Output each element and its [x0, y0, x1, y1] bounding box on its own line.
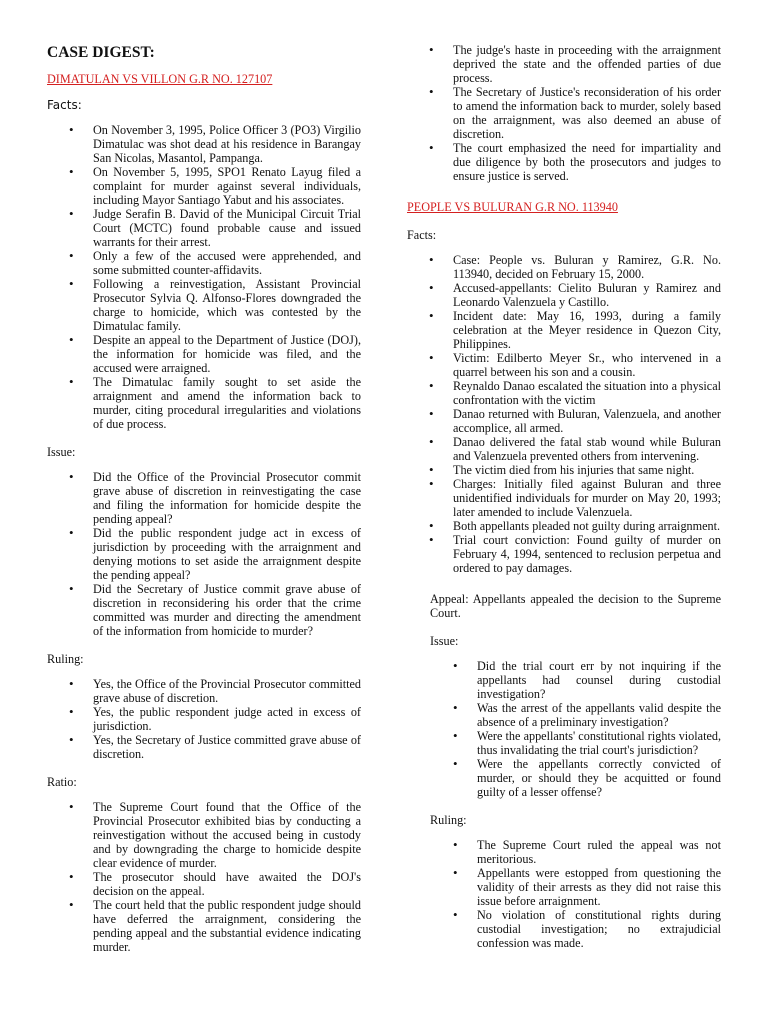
list-item: • Appellants were estopped from questioning the validity of their arrests as they did not raise this issue before arraignment.	[477, 866, 721, 908]
list-item: • Did the Secretary of Justice commit grave abuse of discretion in reconsidering his order that the crime committed was murder and directing the amendment of the information from homicide to murder?	[93, 582, 361, 638]
list-item: • Yes, the Secretary of Justice committed grave abuse of discretion.	[93, 733, 361, 761]
case2-issue-list	[407, 659, 721, 799]
page-heading: CASE DIGEST:	[47, 44, 155, 61]
case1-ratio-list-continued	[407, 43, 721, 183]
list-item: • Incident date: May 16, 1993, during a family celebration at the Meyer residence in Quezon City, Philippines.	[453, 309, 721, 351]
case1-ratio-list	[47, 800, 361, 954]
list-item: • Judge Serafin B. David of the Municipal Circuit Trial Court (MCTC) found probable cause and issued warrants for their arrest.	[93, 207, 361, 249]
list-item: • Did the public respondent judge act in excess of jurisdiction by proceeding with the arraignment and denying motions to set aside the arraignment despite the pending appeal?	[93, 526, 361, 582]
list-item: • No violation of constitutional rights during custodial investigation; no extrajudicial confession was made.	[477, 908, 721, 950]
list-item: • Did the Office of the Provincial Prosecutor commit grave abuse of discretion in reinvestigating the case and filing the information for homicide despite the pending appeal?	[93, 470, 361, 526]
case1-issue-label: Issue:	[47, 445, 76, 459]
list-item: • The Supreme Court ruled the appeal was not meritorious.	[477, 838, 721, 866]
list-item: • Reynaldo Danao escalated the situation into a physical confrontation with the victim	[453, 379, 721, 407]
list-item: • The Secretary of Justice's reconsideration of his order to amend the information back to murder, solely based on the arraignment, was also deemed an abuse of discretion.	[453, 85, 721, 141]
list-item: • Was the arrest of the appellants valid despite the absence of a preliminary investigation?	[477, 701, 721, 729]
case2-facts-label: Facts:	[407, 228, 437, 242]
case1-ratio-label: Ratio:	[47, 775, 77, 789]
case2-ruling-label: Ruling:	[430, 813, 467, 827]
list-item: • The court held that the public respondent judge should have deferred the arraignment, considering the pending appeal and the substantial evidence indicating murder.	[93, 898, 361, 954]
case2-issue-label: Issue:	[430, 634, 459, 648]
list-item: • Trial court conviction: Found guilty of murder on February 4, 1994, sentenced to reclusion perpetua and ordered to pay damages.	[453, 533, 721, 575]
case2-ruling-list	[407, 838, 721, 950]
case1-facts-list	[47, 123, 361, 431]
case1-facts-label: Facts:	[47, 98, 82, 112]
list-item: • The Supreme Court found that the Office of the Provincial Prosecutor exhibited bias by conducting a reinvestigation without the accused being in custody and by downgrading the charge to homicide despite clear evidence of murder.	[93, 800, 361, 870]
list-item: • Following a reinvestigation, Assistant Provincial Prosecutor Sylvia Q. Alfonso-Flores downgraded the charge to homicide, which was contested by the Dimatulac family.	[93, 277, 361, 333]
list-item: • Only a few of the accused were apprehended, and some submitted counter-affidavits.	[93, 249, 361, 277]
right-column	[407, 0, 721, 950]
case1-ruling-label: Ruling:	[47, 652, 84, 666]
list-item: • The judge's haste in proceeding with the arraignment deprived the state and the offended parties of due process.	[453, 43, 721, 85]
list-item: • On November 5, 1995, SPO1 Renato Layug filed a complaint for murder against several individuals, including Mayor Santiago Yabut and his associates.	[93, 165, 361, 207]
case1-ruling-list	[47, 677, 361, 761]
case2-facts-list	[407, 253, 721, 575]
case2-appeal: Appeal: Appellants appealed the decision to the Supreme Court.	[430, 592, 721, 620]
list-item: • Danao returned with Buluran, Valenzuela, and another accomplice, all armed.	[453, 407, 721, 435]
list-item: • Danao delivered the fatal stab wound while Buluran and Valenzuela prevented others from intervening.	[453, 435, 721, 463]
list-item: • Case: People vs. Buluran y Ramirez, G.R. No. 113940, decided on February 15, 2000.	[453, 253, 721, 281]
list-item: • The victim died from his injuries that same night.	[453, 463, 721, 477]
list-item: • Despite an appeal to the Department of Justice (DOJ), the information for homicide was filed, and the accused were arraigned.	[93, 333, 361, 375]
list-item: • Charges: Initially filed against Buluran and three unidentified individuals for murder on May 20, 1993; later amended to include Valenzuela.	[453, 477, 721, 519]
list-item: • The prosecutor should have awaited the DOJ's decision on the appeal.	[93, 870, 361, 898]
list-item: • The court emphasized the need for impartiality and due diligence by both the prosecutors and judges to ensure justice is served.	[453, 141, 721, 183]
list-item: • Were the appellants correctly convicted of murder, or should they be acquitted or found guilty of a lesser offense?	[477, 757, 721, 799]
list-item: • Did the trial court err by not inquiring if the appellants had counsel during custodial investigation?	[477, 659, 721, 701]
list-item: • Both appellants pleaded not guilty during arraignment.	[453, 519, 721, 533]
list-item: • On November 3, 1995, Police Officer 3 (PO3) Virgilio Dimatulac was shot dead at his residence in Barangay San Nicolas, Masantol, Pampanga.	[93, 123, 361, 165]
case2-title: PEOPLE VS BULURAN G.R NO. 113940	[407, 200, 618, 214]
list-item: • Yes, the public respondent judge acted in excess of jurisdiction.	[93, 705, 361, 733]
case1-issue-list	[47, 470, 361, 638]
case1-title: DIMATULAN VS VILLON G.R NO. 127107	[47, 72, 273, 86]
left-column	[47, 0, 361, 954]
list-item: • Yes, the Office of the Provincial Prosecutor committed grave abuse of discretion.	[93, 677, 361, 705]
list-item: • Accused-appellants: Cielito Buluran y Ramirez and Leonardo Valenzuela y Castillo.	[453, 281, 721, 309]
list-item: • The Dimatulac family sought to set aside the arraignment and amend the information back to murder, citing procedural irregularities and violations of due process.	[93, 375, 361, 431]
list-item: • Victim: Edilberto Meyer Sr., who intervened in a quarrel between his son and a cousin.	[453, 351, 721, 379]
list-item: • Were the appellants' constitutional rights violated, thus invalidating the trial court's jurisdiction?	[477, 729, 721, 757]
